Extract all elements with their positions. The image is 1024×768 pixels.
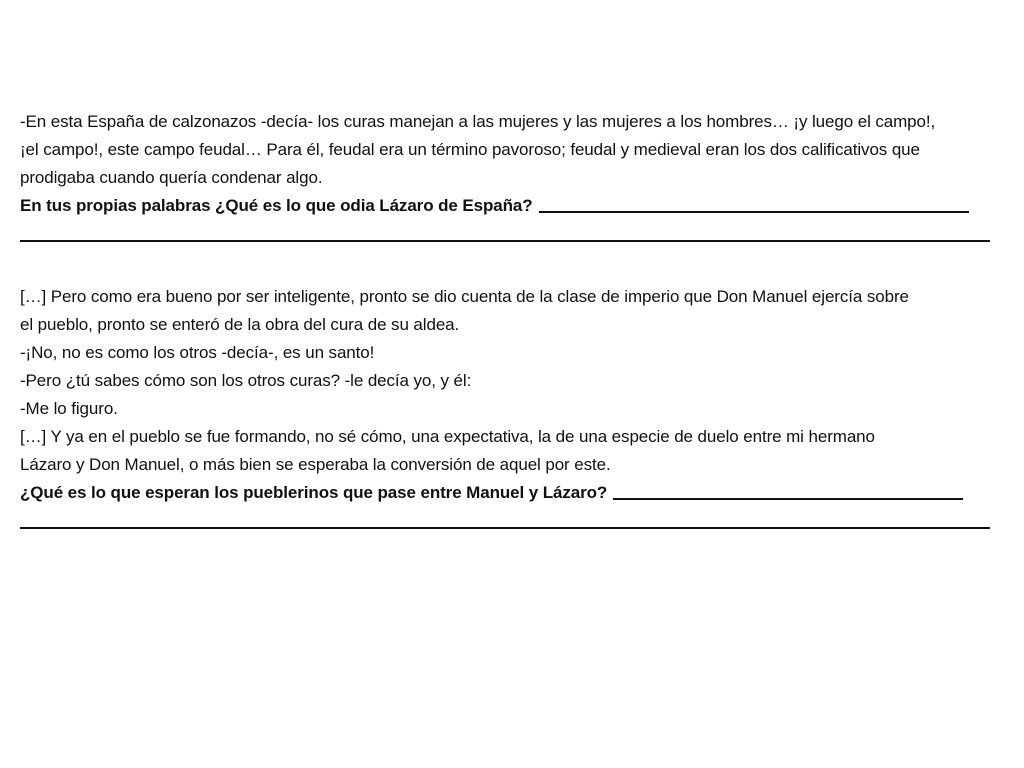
answer-2-line[interactable]: [20, 507, 1020, 535]
passage-1-line: ¡el campo!, este campo feudal… Para él, feudal era un término pavoroso; feudal y medieval eran los dos calificativos que: [20, 140, 920, 159]
answer-2-rule: [20, 527, 990, 529]
answer-2-blank[interactable]: [613, 498, 963, 500]
passage-1-line: -En esta España de calzonazos -decía- los curas manejan a las mujeres y las mujeres a los hombres… ¡y luego el campo!,: [20, 112, 936, 131]
passage-2-line: el pueblo, pronto se enteró de la obra del cura de su aldea.: [20, 315, 460, 334]
passage-1: [20, 108, 1020, 248]
passage-1-line: prodigaba cuando quería condenar algo.: [20, 168, 323, 187]
passage-2-line: -¡No, no es como los otros -decía-, es un santo!: [20, 343, 375, 362]
passage-2-line: […] Y ya en el pueblo se fue formando, no sé cómo, una expectativa, la de una especie de duelo entre mi hermano: [20, 427, 875, 446]
question-2: [20, 479, 1020, 507]
answer-1-blank[interactable]: [539, 211, 969, 213]
passage-2-line: […] Pero como era bueno por ser inteligente, pronto se dio cuenta de la clase de imperio que Don Manuel ejercía sobre: [20, 287, 909, 306]
question-1: [20, 192, 1020, 220]
passage-2-line: Lázaro y Don Manuel, o más bien se esperaba la conversión de aquel por este.: [20, 455, 611, 474]
answer-1-rule: [20, 240, 990, 242]
question-2-text: ¿Qué es lo que esperan los pueblerinos que pase entre Manuel y Lázaro?: [20, 483, 608, 502]
passage-2-line: -Pero ¿tú sabes cómo son los otros curas? -le decía yo, y él:: [20, 371, 472, 390]
answer-1-line[interactable]: [20, 220, 1020, 248]
passage-2: [20, 283, 1020, 535]
passage-2-line: -Me lo figuro.: [20, 399, 118, 418]
question-1-text: En tus propias palabras ¿Qué es lo que odia Lázaro de España?: [20, 196, 533, 215]
